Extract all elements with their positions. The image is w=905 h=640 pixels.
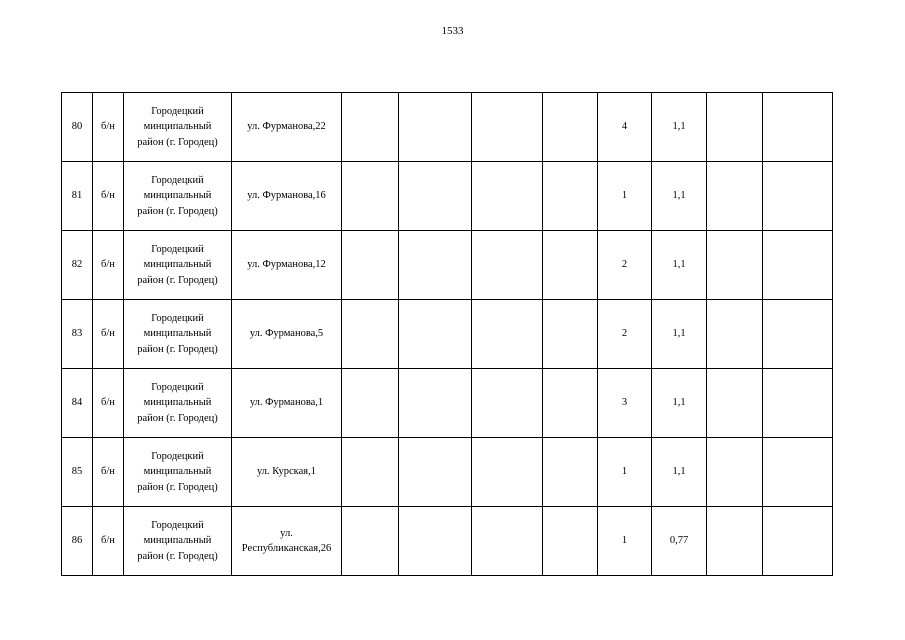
district-line: район (г. Городец)	[137, 205, 218, 217]
empty-cell	[342, 507, 399, 576]
empty-cell	[707, 369, 763, 438]
district-line: район (г. Городец)	[137, 481, 218, 493]
count-cell: 1	[598, 438, 652, 507]
mark-cell: б/н	[93, 300, 124, 369]
row-number-cell: 82	[62, 231, 93, 300]
empty-cell	[399, 507, 472, 576]
empty-cell	[707, 231, 763, 300]
empty-cell	[763, 507, 833, 576]
row-number-cell: 83	[62, 300, 93, 369]
address-cell	[232, 231, 342, 300]
address-line: ул. Фурманова,5	[249, 328, 324, 340]
table-row	[62, 231, 833, 300]
address-cell	[232, 300, 342, 369]
table-row	[62, 162, 833, 231]
empty-cell	[707, 438, 763, 507]
district-line: Городецкий	[151, 313, 204, 325]
district-line: район (г. Городец)	[137, 343, 218, 355]
empty-cell	[763, 300, 833, 369]
count-cell: 4	[598, 93, 652, 162]
count-cell: 1	[598, 162, 652, 231]
district-cell	[124, 231, 232, 300]
mark-cell: б/н	[93, 162, 124, 231]
row-number-cell: 80	[62, 93, 93, 162]
district-line: минципальный	[143, 466, 212, 478]
empty-cell	[472, 300, 543, 369]
address-line: ул.	[280, 527, 293, 539]
empty-cell	[543, 507, 598, 576]
empty-cell	[707, 507, 763, 576]
mark-cell: б/н	[93, 231, 124, 300]
value-cell: 1,1	[652, 300, 707, 369]
empty-cell	[342, 93, 399, 162]
empty-cell	[399, 162, 472, 231]
district-line: Городецкий	[151, 382, 204, 394]
empty-cell	[342, 300, 399, 369]
empty-cell	[472, 231, 543, 300]
address-cell	[232, 507, 342, 576]
district-cell	[124, 369, 232, 438]
address-line: ул. Фурманова,22	[247, 121, 326, 133]
value-cell: 1,1	[652, 231, 707, 300]
district-line: минципальный	[143, 190, 212, 202]
table-row	[62, 93, 833, 162]
table-row	[62, 300, 833, 369]
empty-cell	[399, 93, 472, 162]
empty-cell	[763, 369, 833, 438]
value-cell: 1,1	[652, 93, 707, 162]
table-row	[62, 438, 833, 507]
empty-cell	[763, 162, 833, 231]
address-cell	[232, 369, 342, 438]
district-line: минципальный	[143, 121, 212, 133]
empty-cell	[399, 231, 472, 300]
count-cell: 1	[598, 507, 652, 576]
district-line: район (г. Городец)	[137, 550, 218, 562]
empty-cell	[707, 162, 763, 231]
row-number-cell: 86	[62, 507, 93, 576]
empty-cell	[472, 369, 543, 438]
empty-cell	[543, 300, 598, 369]
mark-cell: б/н	[93, 93, 124, 162]
empty-cell	[763, 438, 833, 507]
table-row	[62, 369, 833, 438]
empty-cell	[342, 162, 399, 231]
address-line: ул. Фурманова,16	[247, 190, 326, 202]
address-cell	[232, 162, 342, 231]
district-cell	[124, 507, 232, 576]
empty-cell	[342, 231, 399, 300]
empty-cell	[399, 300, 472, 369]
district-line: район (г. Городец)	[137, 412, 218, 424]
address-line: ул. Фурманова,12	[247, 259, 326, 271]
empty-cell	[763, 231, 833, 300]
address-line: Республиканская,26	[241, 543, 332, 554]
empty-cell	[342, 438, 399, 507]
empty-cell	[399, 438, 472, 507]
district-line: Городецкий	[151, 244, 204, 256]
district-line: Городецкий	[151, 106, 204, 118]
district-line: район (г. Городец)	[137, 136, 218, 148]
district-cell	[124, 162, 232, 231]
empty-cell	[399, 369, 472, 438]
district-line: минципальный	[143, 259, 212, 271]
value-cell: 1,1	[652, 162, 707, 231]
district-line: минципальный	[143, 397, 212, 409]
registry-table-body	[62, 93, 833, 576]
address-cell	[232, 93, 342, 162]
district-line: минципальный	[143, 535, 212, 547]
district-cell	[124, 438, 232, 507]
district-line: район (г. Городец)	[137, 274, 218, 286]
district-line: минципальный	[143, 328, 212, 340]
address-cell	[232, 438, 342, 507]
empty-cell	[707, 300, 763, 369]
empty-cell	[472, 93, 543, 162]
empty-cell	[342, 369, 399, 438]
mark-cell: б/н	[93, 369, 124, 438]
district-line: Городецкий	[151, 451, 204, 463]
value-cell: 0,77	[652, 507, 707, 576]
district-line: Городецкий	[151, 520, 204, 532]
district-cell	[124, 93, 232, 162]
mark-cell: б/н	[93, 507, 124, 576]
empty-cell	[543, 93, 598, 162]
empty-cell	[543, 231, 598, 300]
value-cell: 1,1	[652, 438, 707, 507]
empty-cell	[543, 369, 598, 438]
empty-cell	[472, 507, 543, 576]
address-line: ул. Курская,1	[257, 466, 316, 478]
page-number: 1533	[441, 25, 464, 37]
count-cell: 2	[598, 231, 652, 300]
row-number-cell: 84	[62, 369, 93, 438]
mark-cell: б/н	[93, 438, 124, 507]
empty-cell	[472, 438, 543, 507]
empty-cell	[472, 162, 543, 231]
count-cell: 3	[598, 369, 652, 438]
table-row	[62, 507, 833, 576]
registry-table	[61, 92, 833, 576]
district-line: Городецкий	[151, 175, 204, 187]
district-cell	[124, 300, 232, 369]
value-cell: 1,1	[652, 369, 707, 438]
empty-cell	[763, 93, 833, 162]
count-cell: 2	[598, 300, 652, 369]
row-number-cell: 85	[62, 438, 93, 507]
address-line: ул. Фурманова,1	[249, 397, 324, 409]
empty-cell	[543, 438, 598, 507]
row-number-cell: 81	[62, 162, 93, 231]
empty-cell	[543, 162, 598, 231]
empty-cell	[707, 93, 763, 162]
